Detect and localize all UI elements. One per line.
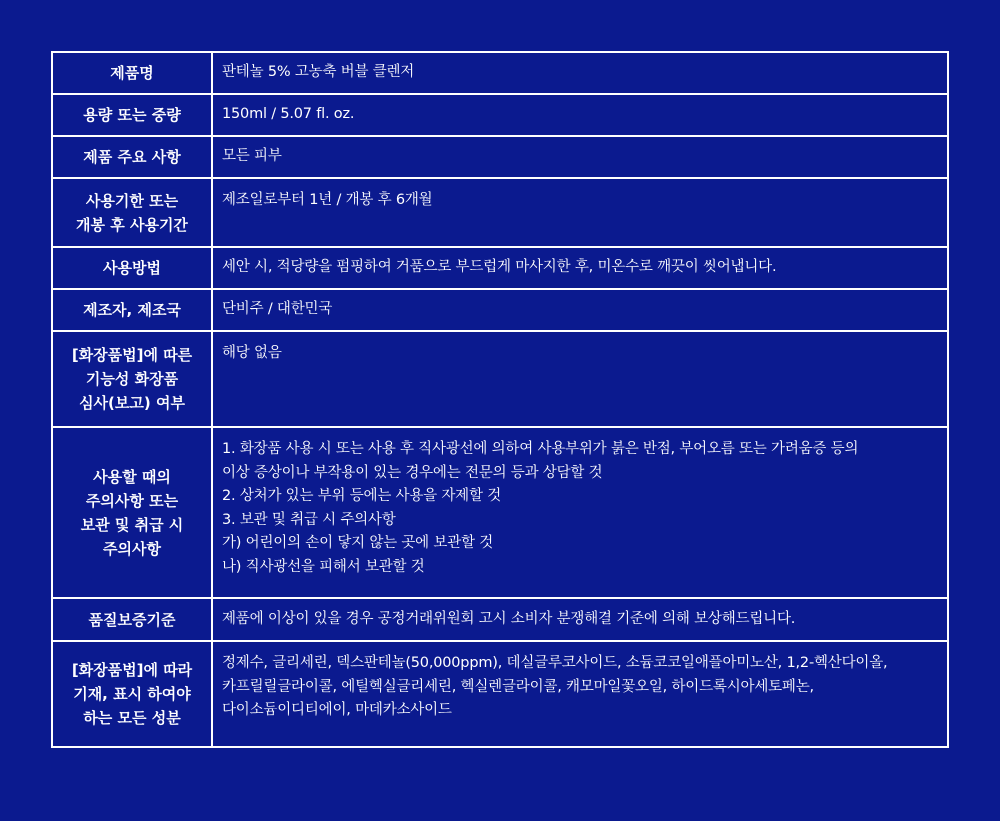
row-value: 제조일로부터 1년 / 개봉 후 6개월 (212, 178, 948, 247)
row-label: 제조자, 제조국 (52, 289, 212, 331)
row-value: 150ml / 5.07 fl. oz. (212, 94, 948, 136)
product-info-table (51, 51, 949, 748)
row-value: 해당 없음 (212, 331, 948, 427)
row-label: 사용방법 (52, 247, 212, 289)
table-row-functional-review (52, 331, 948, 427)
row-value: 모든 피부 (212, 136, 948, 178)
row-value: 판테놀 5% 고농축 버블 클렌저 (212, 52, 948, 94)
row-value: 제품에 이상이 있을 경우 공정거래위원회 고시 소비자 분쟁해결 기준에 의해 보상해드립니다. (212, 598, 948, 641)
table-row-key-details (52, 136, 948, 178)
row-label: 사용기한 또는 개봉 후 사용기간 (52, 178, 212, 247)
table-row-manufacturer (52, 289, 948, 331)
row-label: [화장품법]에 따라 기재, 표시 하여야 하는 모든 성분 (52, 641, 212, 747)
table-row-expiry (52, 178, 948, 247)
row-value: 정제수, 글리세린, 덱스판테놀(50,000ppm), 데실글루코사이드, 소듐코코일애플아미노산, 1,2-헥산다이올, 카프릴릴글라이콜, 에틸헥실글리세린, 헥실렌글라이콜, 캐모마일꽃오일, 하이드록시아세토페논, 다이소듐이디티에이, 마데카소사이드 (212, 641, 948, 747)
row-label: 용량 또는 중량 (52, 94, 212, 136)
row-label: 제품명 (52, 52, 212, 94)
table-row-quality-standard (52, 598, 948, 641)
row-value: 단비주 / 대한민국 (212, 289, 948, 331)
table-row-volume (52, 94, 948, 136)
row-label: [화장품법]에 따른 기능성 화장품 심사(보고) 여부 (52, 331, 212, 427)
table-row-precautions (52, 427, 948, 598)
row-value: 세안 시, 적당량을 펌핑하여 거품으로 부드럽게 마사지한 후, 미온수로 깨끗이 씻어냅니다. (212, 247, 948, 289)
table-row-product-name (52, 52, 948, 94)
row-label: 제품 주요 사항 (52, 136, 212, 178)
table-row-ingredients (52, 641, 948, 747)
row-label: 사용할 때의 주의사항 또는 보관 및 취급 시 주의사항 (52, 427, 212, 598)
table-row-usage (52, 247, 948, 289)
row-value: 1. 화장품 사용 시 또는 사용 후 직사광선에 의하여 사용부위가 붉은 반점, 부어오름 또는 가려움증 등의 이상 증상이나 부작용이 있는 경우에는 전문의 등과 상담할 것 2. 상처가 있는 부위 등에는 사용을 자제할 것 3. 보관 및 취급 시 주의사항 가) 어린이의 손이 닿지 않는 곳에 보관할 것 나) 직사광선을 피해서 보관할 것 (212, 427, 948, 598)
row-label: 품질보증기준 (52, 598, 212, 641)
